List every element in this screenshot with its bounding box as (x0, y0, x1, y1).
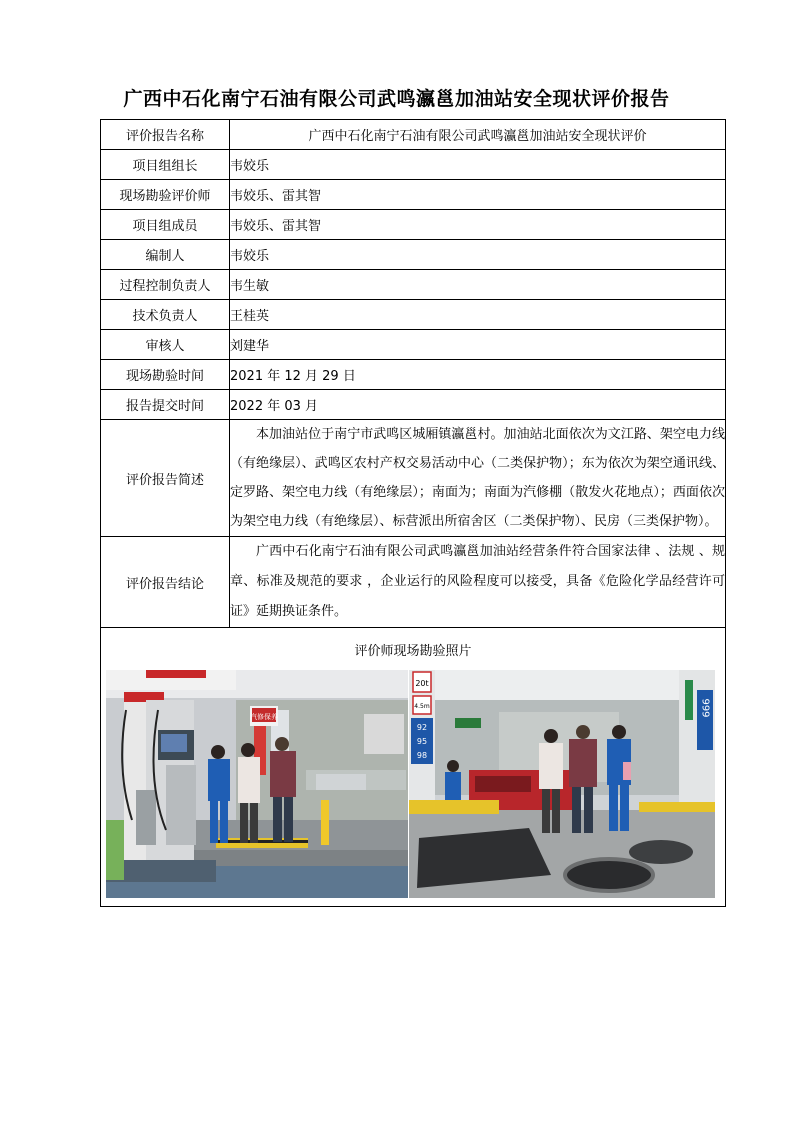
conclusion-text: 广西中石化南宁石油有限公司武鸣瀛邕加油站经营条件符合国家法律 、法规 、规章、标准及规范的要求 ，企业运行的风险程度可以接受，具备《危险化学品经营许可证》延期换证条件。 (230, 537, 726, 628)
price-board-digits: 999 (699, 698, 711, 718)
row-value: 刘建华 (230, 330, 726, 360)
row-value: 王桂英 (230, 300, 726, 330)
table-row (101, 330, 726, 360)
row-label: 审核人 (101, 330, 230, 360)
document-title: 广西中石化南宁石油有限公司武鸣瀛邕加油站安全现状评价报告 (123, 88, 670, 110)
row-value: 2021 年 12 月 29 日 (230, 360, 726, 390)
row-value: 韦姣乐 (230, 240, 726, 270)
table-row (101, 120, 726, 150)
row-value: 韦姣乐、雷其智 (230, 210, 726, 240)
row-label: 项目组组长 (101, 150, 230, 180)
table-row (101, 180, 726, 210)
summary-row (101, 420, 726, 537)
price-95: 95 (416, 737, 428, 746)
row-label: 技术负责人 (101, 300, 230, 330)
row-label: 编制人 (101, 240, 230, 270)
photo-cell (101, 628, 726, 907)
conclusion-row (101, 537, 726, 628)
report-table (100, 119, 726, 907)
table-row (101, 150, 726, 180)
summary-text: 本加油站位于南宁市武鸣区城厢镇瀛邕村。加油站北面依次为文江路、架空电力线（有绝缘层）、武鸣区农村产权交易活动中心（二类保护物）；东为依次为架空通讯线、定罗路、架空电力线（有绝缘层）；南面为；南面为汽修棚（散发火花地点）；西面依次为架空电力线（有绝缘层）、标营派出所宿舍区（二类保护物）、民房（三类保护物）。 (230, 420, 726, 537)
table-row (101, 300, 726, 330)
photo-caption: 评价师现场勘验照片 (354, 644, 472, 659)
table-row (101, 270, 726, 300)
table-row (101, 360, 726, 390)
row-value: 韦生敏 (230, 270, 726, 300)
site-photo-forecourt (409, 670, 715, 898)
photo-group (106, 670, 718, 898)
forecourt-photo-image (409, 670, 715, 898)
dispenser-photo-image (106, 670, 408, 898)
table-row (101, 240, 726, 270)
photo-row (101, 628, 726, 907)
table-row (101, 390, 726, 420)
price-92: 92 (416, 723, 428, 732)
row-label: 项目组成员 (101, 210, 230, 240)
site-photo-dispenser (106, 670, 408, 898)
row-label: 过程控制负责人 (101, 270, 230, 300)
conclusion-label: 评价报告结论 (101, 537, 230, 628)
summary-label: 评价报告简述 (101, 420, 230, 537)
row-value: 广西中石化南宁石油有限公司武鸣瀛邕加油站安全现状评价 (230, 120, 726, 150)
row-value: 韦姣乐 (230, 150, 726, 180)
height-limit-text: 20t (415, 679, 429, 688)
row-label: 现场勘验评价师 (101, 180, 230, 210)
price-98: 98 (416, 751, 428, 760)
row-value: 2022 年 03 月 (230, 390, 726, 420)
row-label: 报告提交时间 (101, 390, 230, 420)
left-sign-text: 汽修保养 (250, 713, 278, 721)
height-limit-text-2: 4.5m (414, 703, 430, 710)
row-label: 评价报告名称 (101, 120, 230, 150)
row-label: 现场勘验时间 (101, 360, 230, 390)
row-value: 韦姣乐、雷其智 (230, 180, 726, 210)
table-row (101, 210, 726, 240)
